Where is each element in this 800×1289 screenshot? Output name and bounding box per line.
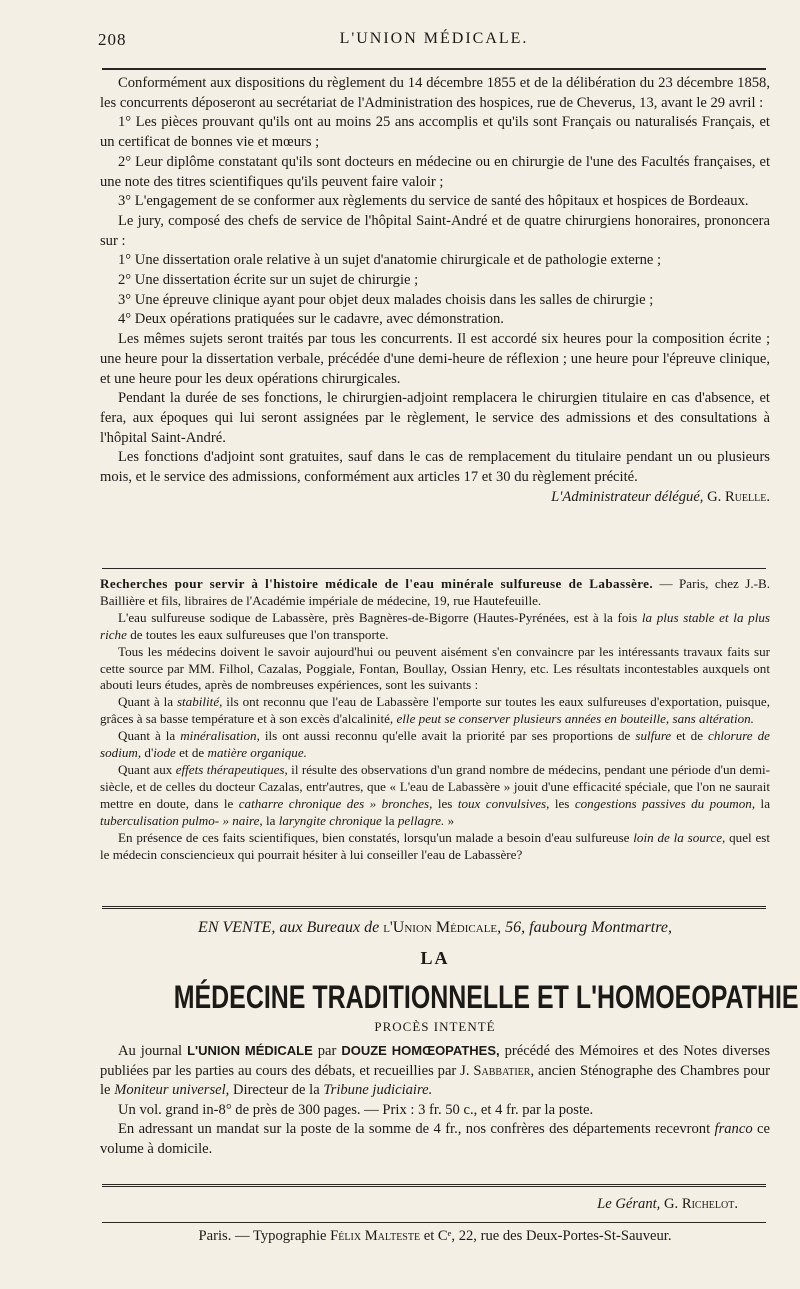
section-double-rule [102, 906, 766, 912]
review-paragraph: Tous les médecins doivent le savoir aujourd'hui ou peuvent aisément s'en convaincre par les intéressants travaux faits sur cette source par MM. Filhol, Cazalas, Poggiale, Fontan, Boullay, Ossian Henry, etc. Les résultats incontestables auxquels ont abouti leurs études, après de nombreuses expériences, sont les suivants : [100, 643, 770, 693]
printer-imprint: Paris. — Typographie Félix Malteste et Cᵉ, 22, rue des Deux-Portes-St-Sauveur. [198, 1228, 672, 1244]
review-publisher: — Paris, chez J.-B. Baillière et fils, libraires de l'Académie impériale de médecine, 19, rue Hautefeuille. [100, 576, 771, 608]
header-rule [102, 68, 766, 70]
signature [551, 488, 770, 508]
running-header [98, 30, 770, 60]
review-paragraph: Quant à la stabilité, ils ont reconnu que l'eau de Labassère l'emporte sur toutes les eaux sulfureuses d'exportation, puisque, grâces à sa basse température et à son excès d'alcalinité, elle peut se conserver plusieurs années en bouteille, sans altération. [100, 694, 770, 727]
notice-paragraph: Pendant la durée de ses fonctions, le chirurgien-adjoint remplacera le chirurgien titulaire en cas d'absence, et fera, aux époques qui lui seront assignées par le règlement, le service des admissions et des consultations à l'hôpital Saint-André. [100, 390, 770, 446]
notice-paragraph: 1° Une dissertation orale relative à un sujet d'anatomie chirurgicale et de pathologie externe ; [118, 252, 662, 269]
review-heading [100, 576, 770, 610]
notice-paragraph: 4° Deux opérations pratiquées sur le cadavre, avec démonstration. [118, 311, 504, 328]
journal-title: L'UNION MÉDICALE. [339, 30, 529, 47]
notice-signature [100, 488, 770, 508]
ad-sale-line: EN VENTE, aux Bureaux de l'Union Médicale, 56, faubourg Montmartre, [198, 919, 672, 936]
ad-price: Un vol. grand in-8° de près de 300 pages. — Prix : 3 fr. 50 c., et 4 fr. par la poste. [118, 1101, 594, 1118]
review-paragraph: Quant aux effets thérapeutiques, il résulte des observations d'un grand nombre de médecins, pendant une période d'un demi-siècle, et de celles du docteur Cazalas, entr'autres, que « L'eau de Labassère » jouit d'une efficacité spéciale, que l'on ne saurait mettre en doute, dans le catharre chronique des » bronches, les toux convulsives, les congestions passives du poumon, la tuberculisation pulmo- » naire, la laryngite chronique la pellagre. » [100, 761, 771, 828]
ad-book-subtitle: PROCÈS INTENTÉ [374, 1019, 496, 1034]
signature-role: L'Administrateur délégué, [551, 488, 704, 505]
gerant-signature: Le Gérant, G. Richelot. [597, 1196, 738, 1212]
notice-paragraph: Conformément aux dispositions du règlement du 14 décembre 1855 et de la délibération du 23 décembre 1858, les concurrents déposeront au secrétariat de l'Administration des hospices, rue de Cheverus, 13, avant le 29 avril : [100, 75, 770, 111]
notice-paragraph: 1° Les pièces prouvant qu'ils ont au moins 25 ans accomplis et qu'ils sont Français ou naturalisés Français, et un certificat de bonnes vie et mœurs ; [100, 114, 770, 151]
notice-paragraph: 2° Une dissertation écrite sur un sujet de chirurgie ; [118, 272, 419, 289]
ad-order: En adressant un mandat sur la poste de la somme de 4 fr., nos confrères des départements recevront franco ce volume à domicile. [100, 1121, 770, 1157]
footer-double-rule [102, 1184, 766, 1190]
review-paragraph: En présence de ces faits scientifiques, bien constatés, lorsqu'un malade a besoin d'eau sulfureuse loin de la source, quel est le médecin consciencieux qui pourrait hésiter à lui conseiller l'eau de Labassère? [100, 829, 770, 862]
section-rule [102, 568, 766, 569]
review-paragraph: L'eau sulfureuse sodique de Labassère, près Bagnères-de-Bigorre (Hautes-Pyrénées, est à la fois la plus stable et la plus riche de toutes les eaux sulfureuses que l'on transporte. [100, 609, 770, 642]
notice-paragraph: 2° Leur diplôme constatant qu'ils sont docteurs en médecine ou en chirurgie de l'une des Facultés françaises, et une note des titres scientifiques qu'ils peuvent faire valoir ; [100, 153, 770, 190]
review-paragraph: Quant à la minéralisation, ils ont aussi reconnu qu'elle avait la priorité par ses proportions de sulfure et de chlorure de sodium, d'iode et de matière organique. [100, 728, 770, 761]
notice-paragraph: 3° Une épreuve clinique ayant pour objet deux malades choisis dans les salles de chirurgie ; [118, 291, 654, 308]
signature-name: G. Ruelle. [707, 488, 770, 505]
notice-paragraph: Le jury, composé des chefs de service de l'hôpital Saint-André et de quatre chirurgiens honoraires, prononcera sur : [100, 212, 770, 249]
review-title: Recherches pour servir à l'histoire médicale de l'eau minérale sulfureuse de Labassère. [100, 576, 654, 591]
notice-paragraph: Les fonctions d'adjoint sont gratuites, sauf dans le cas de remplacement du titulaire pendant un ou plusieurs mois, et le service des admissions, conformément aux articles 17 et 30 du règlement précité. [100, 449, 770, 486]
notice-paragraph: 3° L'engagement de se conformer aux règlements du service de santé des hôpitaux et hospices de Bordeaux. [118, 193, 749, 210]
ad-paragraph: Au journal L'UNION MÉDICALE par DOUZE HOMŒOPATHES, précédé des Mémoires et des Notes diverses publiées par les parties au cours des débats, et recueillies par J. Sabbatier, ancien Sténographe des Chambres pour le Moniteur universel, Directeur de la Tribune judiciaire. [100, 1043, 771, 1098]
ad-book-title: MÉDECINE TRADITIONNELLE ET L'HOMOEOPATHIE [173, 979, 799, 1015]
ad-article: LA [420, 948, 450, 968]
footer-rule [102, 1222, 766, 1223]
book-review [100, 576, 770, 863]
competition-notice [100, 74, 770, 507]
book-advertisement [100, 918, 799, 1159]
ad-body [100, 1041, 770, 1159]
page-number: 208 [98, 30, 127, 49]
notice-paragraph: Les mêmes sujets seront traités par tous les concurrents. Il est accordé six heures pour la composition écrite ; une heure pour la dissertation verbale, précédée d'une demi-heure de réflexion ; une heure pour l'épreuve clinique, et une heure pour les deux opérations chirurgicales. [100, 331, 770, 387]
